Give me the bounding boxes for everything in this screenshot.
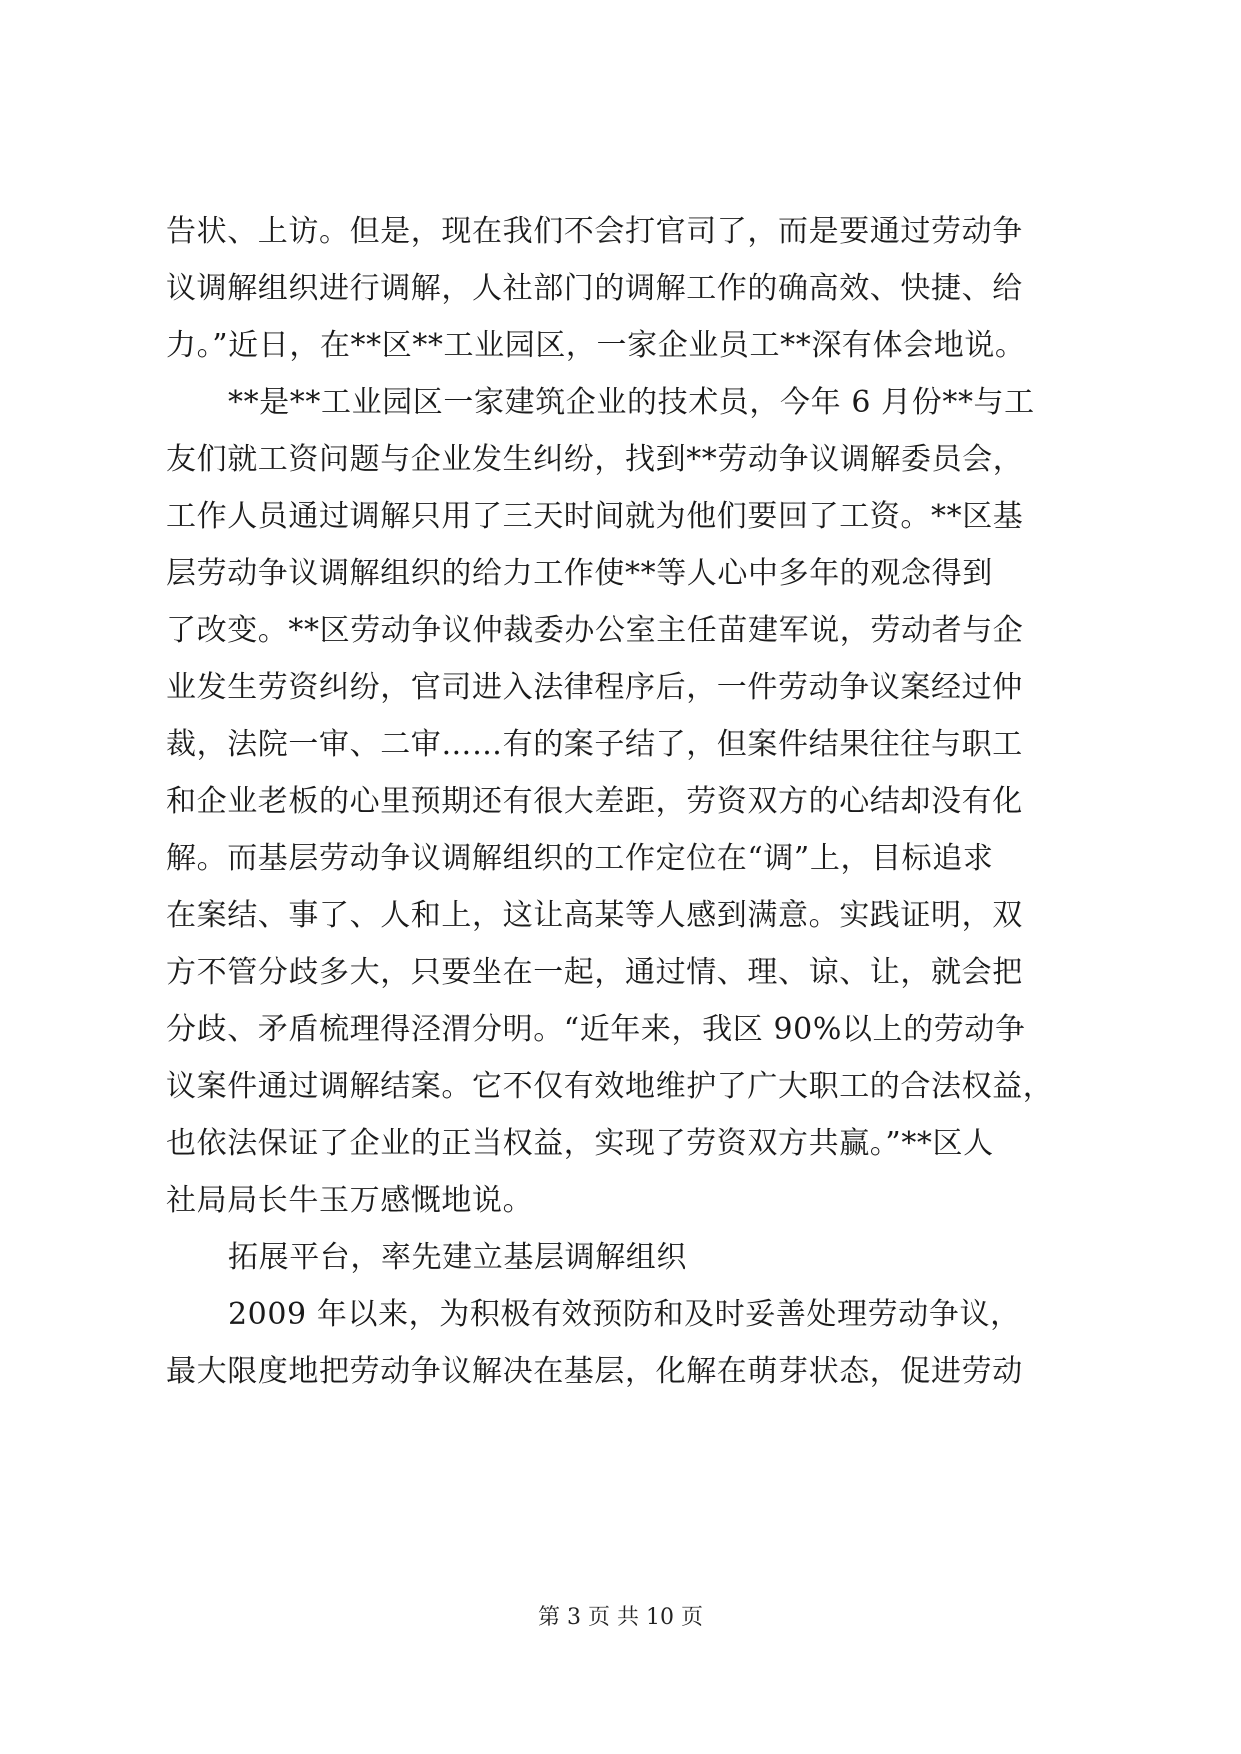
text-line: 最大限度地把劳动争议解决在基层，化解在萌芽状态，促进劳动 <box>166 1354 1023 1389</box>
text-line: 和企业老板的心里预期还有很大差距，劳资双方的心结却没有化 <box>166 784 1023 819</box>
text-line: 了改变。**区劳动争议仲裁委办公室主任苗建军说，劳动者与企 <box>166 613 1024 648</box>
text-line: 社局局长牛玉万感慨地说。 <box>166 1183 534 1218</box>
text-line: 层劳动争议调解组织的给力工作使**等人心中多年的观念得到 <box>166 556 993 591</box>
text-line: 告状、上访。但是，现在我们不会打官司了，而是要通过劳动争 <box>166 214 1023 249</box>
page-number-footer: 第 3 页 共 10 页 <box>538 1605 703 1630</box>
text-line: 业发生劳资纠纷，官司进入法律程序后，一件劳动争议案经过仲 <box>166 670 1023 705</box>
text-line: 议调解组织进行调解，人社部门的调解工作的确高效、快捷、给 <box>166 271 1023 306</box>
text-line: 方不管分歧多大，只要坐在一起，通过情、理、谅、让，就会把 <box>166 955 1023 990</box>
text-line: 也依法保证了企业的正当权益，实现了劳资双方共赢。”**区人 <box>166 1126 994 1161</box>
text-line: 在案结、事了、人和上，这让高某等人感到满意。实践证明，双 <box>166 898 1023 933</box>
text-line: 解。而基层劳动争议调解组织的工作定位在“调”上，目标追求 <box>166 841 994 876</box>
paragraph-first-line: 2009 年以来，为积极有效预防和及时妥善处理劳动争议， <box>228 1297 1021 1332</box>
text-line: 力。”近日，在**区**工业园区，一家企业员工**深有体会地说。 <box>166 328 1026 363</box>
section-heading: 拓展平台，率先建立基层调解组织 <box>228 1240 687 1275</box>
text-line: 友们就工资问题与企业发生纠纷，找到**劳动争议调解委员会， <box>166 442 1024 477</box>
paragraph-first-line: **是**工业园区一家建筑企业的技术员，今年 6 月份**与工 <box>228 385 1035 420</box>
text-line: 分歧、矛盾梳理得泾渭分明。“近年来，我区 90%以上的劳动争 <box>166 1012 1026 1047</box>
text-line: 工作人员通过调解只用了三天时间就为他们要回了工资。**区基 <box>166 499 1024 534</box>
text-line: 裁，法院一审、二审……有的案子结了，但案件结果往往与职工 <box>166 727 1023 762</box>
text-line: 议案件通过调解结案。它不仅有效地维护了广大职工的合法权益， <box>166 1069 1054 1104</box>
